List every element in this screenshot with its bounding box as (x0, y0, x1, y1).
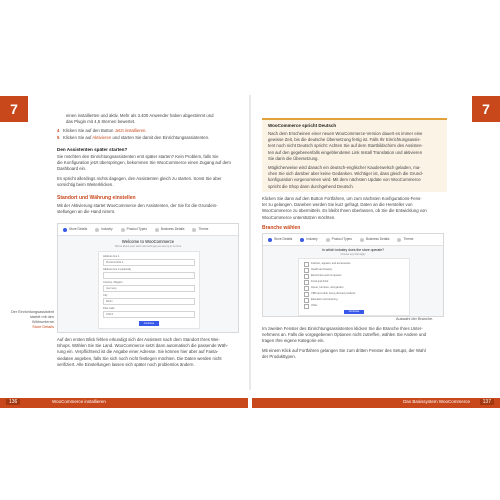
city-field[interactable]: Berlin (103, 298, 195, 305)
country-select[interactable]: Germany (103, 285, 195, 292)
shot-title: Welcome to WooCommerce (121, 239, 175, 244)
checkbox[interactable] (304, 286, 309, 291)
footer-right: Das Basissystem WooCommerce (252, 398, 500, 408)
checkbox[interactable] (304, 268, 309, 273)
screenshot-industry (262, 233, 444, 317)
continue-button[interactable]: Continue (139, 321, 159, 326)
step-dot (326, 238, 330, 242)
step-dot (397, 238, 401, 242)
chapter-tab-left: 7 (0, 96, 28, 122)
heading-assistant-later: Den Assistenten später starten? (57, 147, 128, 152)
heading-location-currency: Standort und Währung einstellen (57, 195, 136, 201)
shot-subtitle: Choose any that apply (340, 253, 366, 256)
setup-steps: Store Details Industry Product Types Business Details Theme (58, 224, 238, 236)
industry-caption: Auswahl der Branche. (396, 317, 434, 321)
address-line-2-field[interactable] (103, 272, 195, 279)
step-dot (95, 228, 99, 232)
step-5: 5 Klicken Sie auf Aktivieren und starten Sie damit den Einrichtungsassistenten. (57, 135, 210, 140)
para-industry: Im zweiten Fenster des Einrichtungsassistenten klicken Sie die Branche Ihres Unter- nehmens an. Falls die vorgegebenen Optionen nicht zutreffen, wählen Sie Andere und tragen Ihre eigene Kategorie ein. (262, 326, 427, 344)
para-assistant-later: Sie möchten den Einrichtungsassistenten erst später starten? Kein Problem, falls Sie die Konfiguration jetzt überspringen, bekommen Sie WooCommerce einen Zugang auf dem Dashboard ein. (57, 154, 231, 172)
screenshot-store-details (57, 223, 239, 333)
gutter (249, 95, 251, 390)
checkbox[interactable] (304, 274, 309, 279)
setup-steps: Store Details Industry Product Types Business Details Theme (263, 234, 443, 246)
store-details-card: Address line 1 Musterstraße 1 Address line 2 (optional) Country / Region Germany City Berlin Post code 10115 Continue (98, 251, 200, 329)
para-activation: Mit der Aktivierung startet WooCommerce den Assistenten, der Sie für die Grundein- stellungen an die Hand nimmt. (57, 203, 218, 215)
para-location: Auf den ersten Blick fehlen erkundigt sich der Assistent nach dem Standort Ihres Wei- tshops. Wählen Sie Sie Land. WooCommerce setzt dann automatisch die passende Wäh- rung ein. Verpflichtend ist die Angabe einer Adresse. Sie können hier aber auf Fanta- siedaten angeben, falls Sie sich noch nicht festlegen möchten. Die Daten werden nicht verifiziert. Alle Einstellungen lassen sich später noch problemlos ändern. (57, 337, 228, 367)
step-4: 4 Klicken Sie auf den Button Jetzt installieren. (57, 128, 147, 133)
chapter-tab-right: 7 (472, 96, 500, 122)
shot-title: In which industry does the store operate? (321, 248, 384, 252)
postcode-field[interactable]: 10115 (103, 311, 195, 318)
step-dot-active (63, 228, 67, 232)
side-caption: Der Einrichtungsassistent startet mit den Währunterne Store Details (10, 310, 54, 329)
info-box: WooCommerce spricht Deutsch Nach dem Erscheinen einer neuen WooCommerce-Version dauert es immer eine gewisse Zeit, bis die deutsche Übersetzung fertig ist. Falls Ihr Einrichtungsassis- tent noch nicht Deutsch spricht: Achten Sie auf dem Startbildschirm des Assisten- ten auf den gegebenenfalls eingeblendeten Link Install Translation und aktivieren Sie darin die Übersetzung. Möglicherweise wird danach ein deutsch-englischer Kauderwelsch geladen, ma- chen Sie sich darüber aber keine Gedanken. Wichtiger ist, dass gleich die Grund- konfiguration vorgenommen wird. Mit dem nächsten Update von WooCommerce spricht die Shop dann durchgehend Deutsch. (262, 118, 447, 192)
page-number-left: 136 (6, 399, 20, 405)
info-box-text: Nach dem Erscheinen einer neuen WooCommerce-Version dauert es immer eine gewisse Zeit, bis die deutsche Übersetzung fertig ist. Falls Ihr Einrichtungsassis- tent noch nicht Deutsch spricht: Achten Sie auf dem Startbildschirm des Assisten- ten auf den gegebenenfalls eingeblendeten Link Install Translation und aktivieren Sie darin die Übersetzung. Möglicherweise wird danach ein deutsch-englischer Kauderwelsch geladen, ma- chen Sie sich darüber aber keine Gedanken. Wichtiger ist, dass gleich die Grund- konfiguration vorgenommen wird. Mit dem nächsten Update von WooCommerce spricht die Shop dann durchgehend Deutsch. (268, 131, 424, 189)
address-line-1-field[interactable]: Musterstraße 1 (103, 259, 195, 266)
checkbox[interactable] (304, 298, 309, 303)
step-dot-active (300, 238, 304, 242)
continue-button[interactable]: Continue (344, 310, 364, 314)
step-dot (121, 228, 125, 232)
checkbox[interactable] (304, 280, 309, 285)
intro-text: einen installierten und aktiv. Mehr als 3.400 Anwender haben abgestimmt und das Plugin mit 4,5 Sternen bewertet. (66, 113, 214, 125)
step-dot (155, 228, 159, 232)
checkbox[interactable] (304, 304, 309, 309)
shot-subtitle: Tell us about your store and we'll get you set up in no time (114, 245, 182, 248)
footer-left: WooCommerce installieren (0, 398, 248, 408)
step-dot (360, 238, 364, 242)
checkbox[interactable] (304, 262, 309, 267)
step-dot (192, 228, 196, 232)
step-dot-done (268, 238, 272, 242)
page-number-right: 137 (480, 399, 494, 405)
heading-industry: Branche wählen (262, 225, 301, 231)
para-start-now: Es spricht allerdings nichts dagegen, den Assistenten gleich zu starten. Sonst Sie aber vorsichtig beim Weiterklicken. (57, 176, 222, 188)
industry-card: Fashion, apparel, and accessories Health and beauty Electronics and computers Food and drink Home, furniture, and garden CBD and other hemp-derived products Education and learning Other Continue (298, 258, 410, 316)
para-continue: Klicken Sie dann auf den Button Fortfahren, um zum nächsten Konfigurations-Fens- ter zu gelangen. Daneben werden Sie kurz gefragt, Daten an die Hersteller von WooCommerce zu übermitteln. Es bleibt Ihnen überlassen, ob Sie die Entwicklung von WooCommerce unterstützen möchten. (262, 196, 427, 220)
checkbox[interactable] (304, 292, 309, 297)
para-next: Mit einem Klick auf Fortfahren gelangen Sie zum dritten Fenster des Setups, der Wahl der Produkttypen. (262, 348, 426, 360)
